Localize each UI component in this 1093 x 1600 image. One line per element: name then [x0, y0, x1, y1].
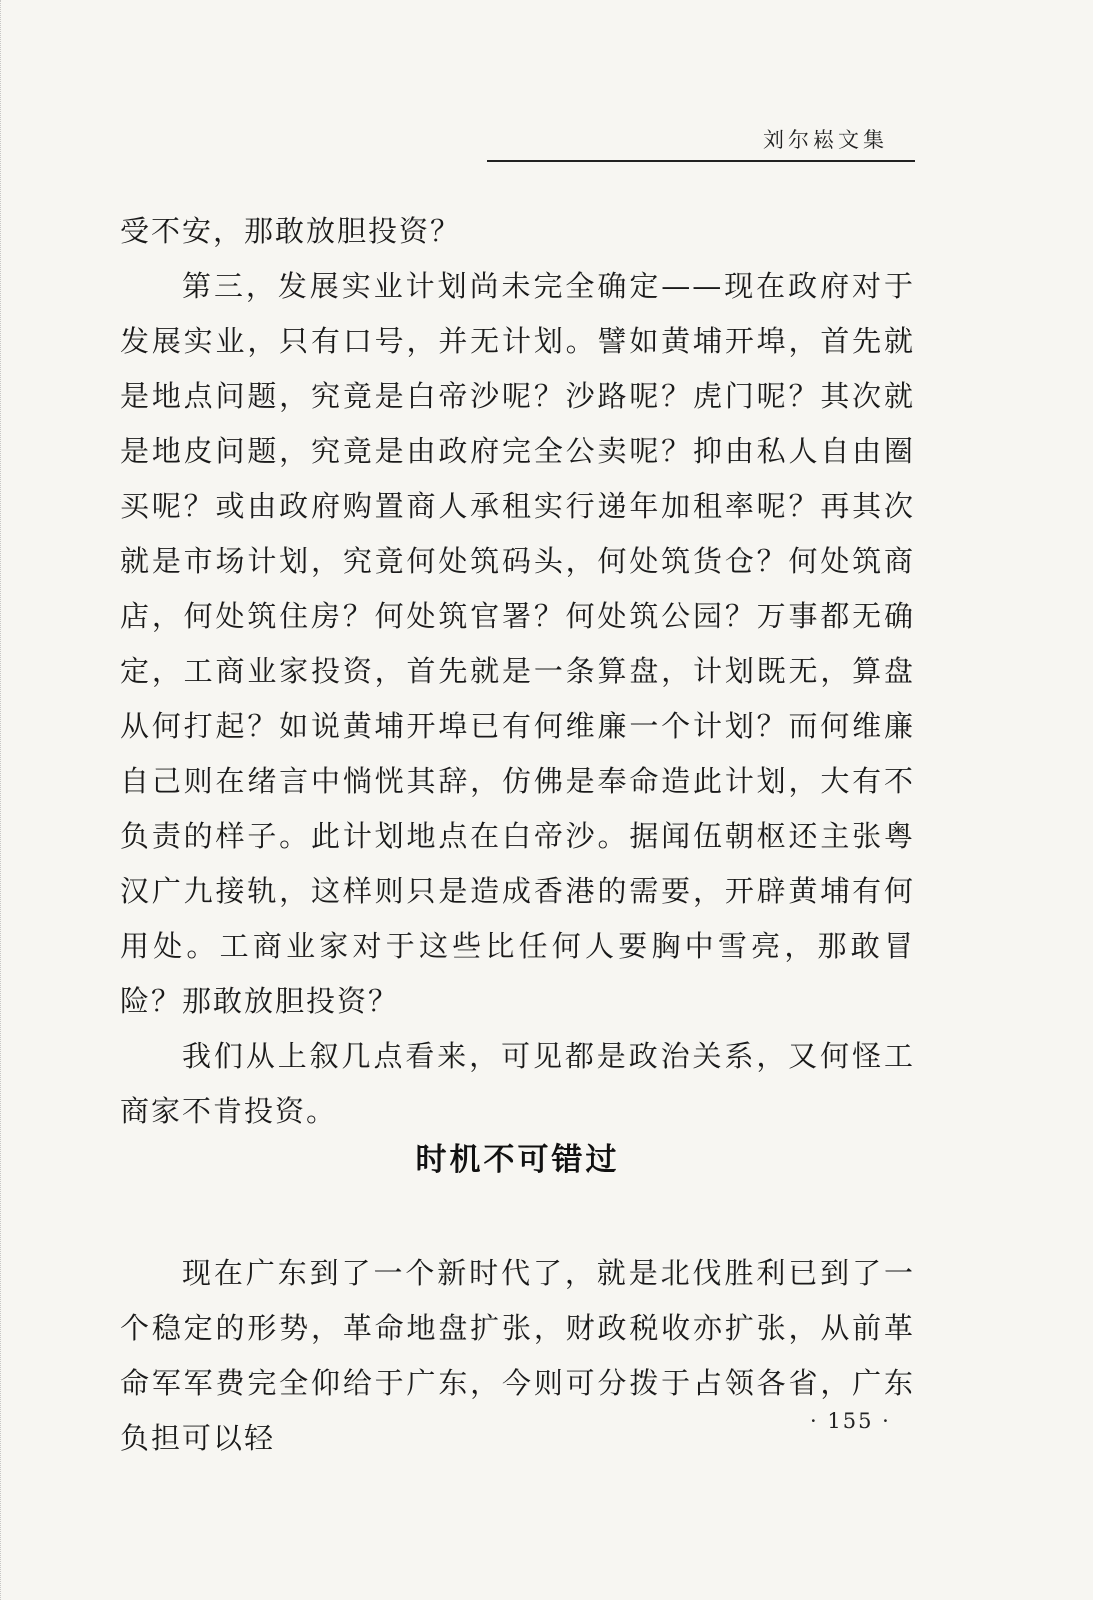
- paragraph-conclusion: 我们从上叙几点看来，可见都是政治关系，又何怪工商家不肯投资。: [120, 1039, 915, 1128]
- running-header: 刘尔崧文集: [763, 128, 888, 152]
- section-paragraph: 现在广东到了一个新时代了，就是北伐胜利已到了一个稳定的形势，革命地盘扩张，财政税收亦扩张，从前革命军军费完全仰给于广东，今则可分拨于占领各省，广东负担可以轻: [120, 1256, 915, 1455]
- header-rule: [487, 160, 915, 162]
- paragraph-third-point: 第三，发展实业计划尚未完全确定——现在政府对于发展实业，只有口号，并无计划。譬如黄埔开埠，首先就是地点问题，究竟是白帝沙呢？沙路呢？虎门呢？其次就是地皮问题，究竟是由政府完全公卖呢？抑由私人自由圈买呢？或由政府购置商人承租实行递年加租率呢？再其次就是市场计划，究竟何处筑码头，何处筑货仓？何处筑商店，何处筑住房？何处筑官署？何处筑公园？万事都无确定，工商业家投资，首先就是一条算盘，计划既无，算盘从何打起？如说黄埔开埠已有何维廉一个计划？而何维廉自己则在绪言中惝恍其辞，仿佛是奉命造此计划，大有不负责的样子。此计划地点在白帝沙。据闻伍朝枢还主张粤汉广九接轨，这样则只是造成香港的需要，开辟黄埔有何用处。工商业家对于这些比任何人要胸中雪亮，那敢冒险？那敢放胆投资？: [120, 269, 915, 1018]
- scan-edge-texture: [0, 0, 15, 1600]
- section-title: 时机不可错过: [415, 1142, 620, 1178]
- main-text-block: [120, 204, 915, 1139]
- page-number: · 155 ·: [810, 1409, 891, 1433]
- paragraph-continuation: 受不安，那敢放胆投资？: [120, 214, 462, 248]
- section-text-block: [120, 1246, 915, 1466]
